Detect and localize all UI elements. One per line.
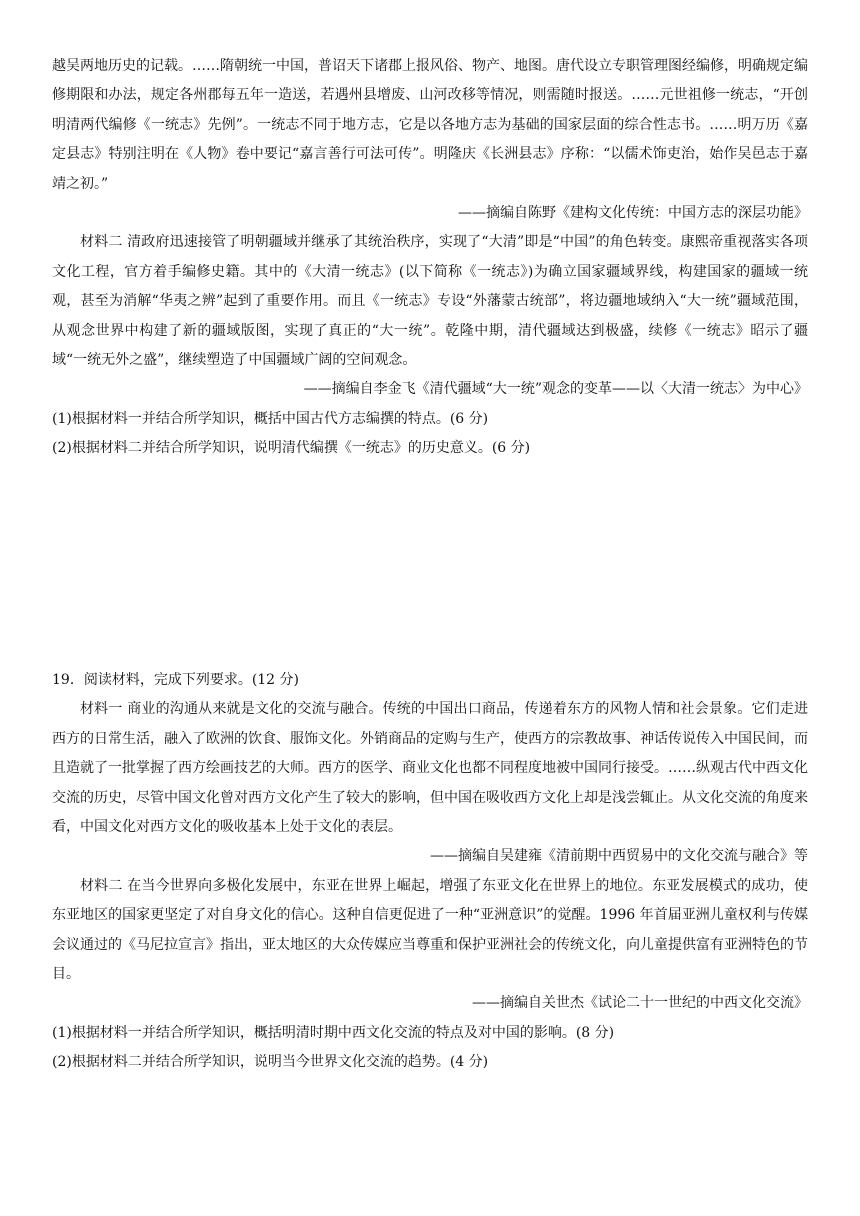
question-18-1: (1)根据材料一并结合所学知识，概括中国古代方志编撰的特点。(6 分) bbox=[52, 410, 489, 427]
section-19 bbox=[52, 666, 808, 1078]
material2-source: ——摘编自李金飞《清代疆域“大一统”观念的变革——以〈大清一统志〉为中心》 bbox=[303, 381, 808, 398]
material2-text: 材料二 清政府迅速接管了明朝疆域并继承了其统治秩序，实现了“大清”即是“中国”的角色转变。康熙帝重视落实各项文化工程，官方着手编修史籍。其中的《大清一统志》(以下简称《一统志》)为确立国家疆域界线，构建国家的疆域一统观，甚至为消解“华夷之辨”起到了重要作用。而且《一统志》专设“外藩蒙古统部”，将边疆地域纳入“大一统”疆域范围，从观念世界中构建了新的疆域版图，实现了真正的“大一统”。乾隆中期，清代疆域达到极盛，续修《一统志》昭示了疆域“一统无外之盛”，继续塑造了中国疆域广阔的空间观念。 bbox=[52, 234, 808, 369]
material2-source: ——摘编自关世杰《试论二十一世纪的中西文化交流》 bbox=[472, 995, 808, 1012]
question-19-heading: 19．阅读材料，完成下列要求。(12 分) bbox=[52, 672, 300, 688]
question-19-1: (1)根据材料一并结合所学知识，概括明清时期中西文化交流的特点及对中国的影响。(8 分) bbox=[52, 1024, 615, 1041]
section-18-continuation bbox=[52, 52, 808, 464]
material1-text: 材料一 商业的沟通从来就是文化的交流与融合。传统的中国出口商品，传递着东方的风物人情和社会景象。它们走进西方的日常生活，融入了欧洲的饮食、服饰文化。外销商品的定购与生产，使西方的宗教故事、神话传说传入中国民间，而且造就了一批掌握了西方绘画技艺的大师。西方的医学、商业文化也都不同程度地被中国同行接受。……纵观古代中西文化交流的历史，尽管中国文化曾对西方文化产生了较大的影响，但中国在吸收西方文化上却是浅尝辄止。从文化交流的角度来看，中国文化对西方文化的吸收基本上处于文化的表层。 bbox=[52, 701, 808, 836]
material1-continuation-text: 越吴两地历史的记载。……隋朝统一中国，普诏天下诸郡上报风俗、物产、地图。唐代设立专职管理图经编修，明确规定编修期限和办法，规定各州郡每五年一造送，若遇州县增废、山河改移等情况，则需随时报送。……元世祖修一统志，“开创明清两代编修《一统志》先例”。一统志不同于地方志，它是以各地方志为基础的国家层面的综合性志书。……明万历《嘉定县志》特别注明在《人物》卷中要记“嘉言善行可法可传”。明隆庆《长洲县志》序称：“以儒术饰吏治，始作吴邑志于嘉靖之初。” bbox=[52, 58, 808, 192]
question-19-2: (2)根据材料二并结合所学知识，说明当今世界文化交流的趋势。(4 分) bbox=[52, 1054, 489, 1071]
material1-source: ——摘编自吴建雍《清前期中西贸易中的文化交流与融合》等 bbox=[430, 848, 808, 865]
question-18-2: (2)根据材料二并结合所学知识，说明清代编撰《一统志》的历史意义。(6 分) bbox=[52, 440, 531, 457]
material2-text: 材料二 在当今世界向多极化发展中，东亚在世界上崛起，增强了东亚文化在世界上的地位。东亚发展模式的成功，使东亚地区的国家更坚定了对自身文化的信心。这种自信更促进了一种“亚洲意识”的觉醒。1996 年首届亚洲儿童权利与传媒会议通过的《马尼拉宣言》指出，亚太地区的大众传媒应当尊重和保护亚洲社会的传统文化，向儿童提供富有亚洲特色的节目。 bbox=[52, 877, 808, 983]
material1-source: ——摘编自陈野《建构文化传统：中国方志的深层功能》 bbox=[458, 205, 808, 222]
